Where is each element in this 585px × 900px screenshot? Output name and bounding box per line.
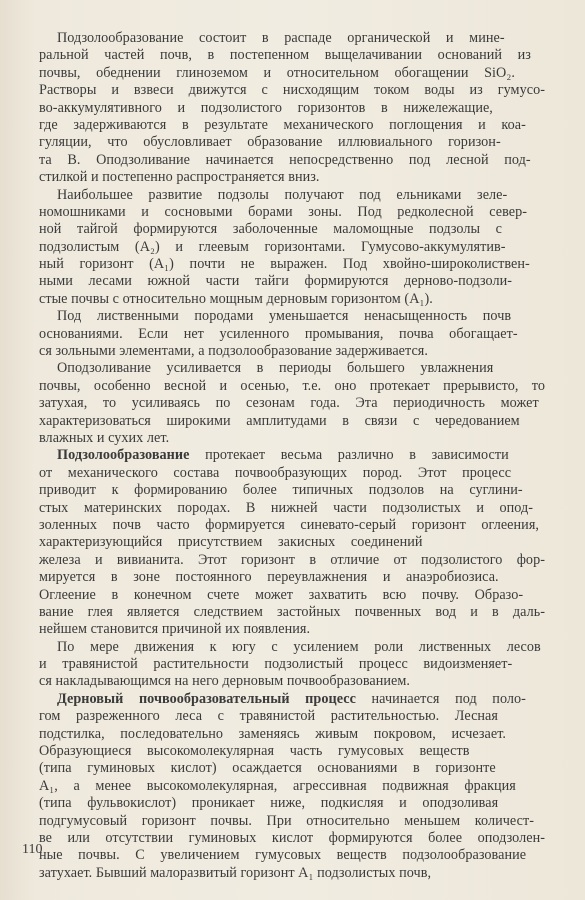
text-line: подстилка, последовательно заменяясь живым покровом, исчезает. — [39, 725, 507, 742]
text-line: характеризующийся присутствием закисных соединений — [39, 534, 423, 551]
page-number: 110 — [22, 842, 43, 857]
line-remainder: протекает весьма различно в зависимости — [189, 447, 509, 464]
text-line: подзолистым (A₂) и глеевым горизонтами. Гумусово-аккумулятив- — [39, 238, 506, 255]
text-line — [57, 691, 545, 708]
text-line: вание глея является следствием застойных почвенных вод и в даль- — [39, 603, 545, 620]
text-line: (типа фульвокислот) проникает ниже, подкисляя и оподзоливая — [39, 795, 499, 812]
page-text — [39, 30, 545, 882]
text-line: влажных и сухих лет. — [39, 429, 170, 446]
text-line: железа и вивианита. Этот горизонт в отличие от подзолистого фор- — [39, 551, 545, 568]
text-line: стых материнских породах. В нижней части подзолистых и опод- — [39, 499, 534, 516]
text-line: подгумусовый горизонт почвы. При относительно меньшем количест- — [39, 812, 534, 829]
text-line: гом разреженного леса с травянистой растительностью. Лесная — [39, 708, 498, 725]
bold-term: Подзолообразование — [57, 447, 190, 464]
text-line: затухает. Бывший малоразвитый горизонт A₁ подзолистых почв, — [39, 864, 432, 881]
text-line: (типа гуминовых кислот) осаждается основаниями в горизонте — [39, 760, 496, 777]
text-line: почвы, обеднении глиноземом и относительном обогащении SiO₂. — [39, 64, 515, 81]
text-line: и травянистой растительности подзолистый процесс видоизменяет- — [39, 656, 513, 673]
text-line: та B. Оподзоливание начинается непосредственно под лесной под- — [39, 151, 531, 168]
text-line: во-аккумулятивного и подзолистого горизонтов в нижележащие, — [39, 99, 493, 116]
text-line: ный горизонт (A₁) почти не выражен. Под хвойно-широколиствен- — [39, 256, 530, 273]
text-line: почвы, особенно весной и осенью, т.е. оно протекает прерывисто, то — [39, 377, 545, 394]
text-line: Подзолообразование состоит в распаде органической и мине- — [57, 30, 505, 46]
text-line: ной тайгой формируются заболоченные маломощные подзолы с — [39, 221, 503, 238]
text-line: гуляции, что обусловливает образование иллювиального горизон- — [39, 134, 501, 151]
text-line: стилкой и постепенно распространяется вниз. — [39, 169, 320, 186]
text-line: характеризоваться широкими амплитудами в связи с чередованием — [39, 412, 520, 429]
text-line: Оподзоливание усиливается в периоды большего увлажнения — [57, 360, 494, 377]
text-line: ные почвы. С увеличением гумусовых веществ подзолообразование — [39, 847, 527, 864]
text-line: По мере движения к югу с усилением роли лиственных лесов — [57, 638, 541, 655]
text-line: Оглеение в конечном счете может захватить всю почву. Образо- — [39, 586, 524, 603]
text-line: ральной частей почв, в постепенном выщелачивании оснований из — [39, 47, 531, 64]
text-line — [57, 447, 545, 464]
text-line: основаниями. Если нет усиленного промывания, почва обогащает- — [39, 325, 518, 342]
text-line: мируется в зоне постоянного переувлажнения и анаэробиозиса. — [39, 569, 499, 586]
text-line: Наибольшее развитие подзолы получают под ельниками зеле- — [57, 186, 508, 203]
text-line: нейшем становится причиной их появления. — [39, 621, 311, 638]
text-line: ся зольными элементами, а подзолообразование задерживается. — [39, 343, 428, 360]
line-remainder: начинается под поло- — [355, 690, 526, 707]
text-line: ными лесами южной части тайги формируются дерново-подзоли- — [39, 273, 513, 290]
text-line: ве или отсутствии гуминовых кислот формируются более оподзолен- — [39, 829, 545, 846]
text-line: от механического состава почвообразующих пород. Этот процесс — [39, 464, 512, 481]
text-line: Образующиеся высокомолекулярная часть гумусовых веществ — [39, 743, 470, 760]
bold-term: Дерновый почвообразовательный процесс — [57, 690, 356, 707]
text-line: Под лиственными породами уменьшается ненасыщенность почв — [57, 308, 512, 325]
text-line: номошниками и сосновыми борами зоны. Под редколесной север- — [39, 203, 528, 220]
text-line: Растворы и взвеси движутся с нисходящим током воды из гумусо- — [39, 82, 545, 99]
text-line: золенных почв часто формируется синевато-серый горизонт оглеения, — [39, 516, 539, 533]
text-line: стые почвы с относительно мощным дерновым горизонтом (A₁). — [39, 290, 433, 307]
text-line: где задерживаются в результате механического поглощения и коа- — [39, 116, 526, 133]
text-line: приводит к формированию более типичных подзолов на суглини- — [39, 482, 523, 499]
text-line: затухая, то усиливаясь по сезонам года. Эта периодичность может — [39, 395, 539, 412]
text-line: ся накладывающимся на него дерновым почвообразованием. — [39, 673, 411, 690]
text-line: A₁, а менее высокомолекулярная, агрессивная подвижная фракция — [39, 777, 516, 794]
